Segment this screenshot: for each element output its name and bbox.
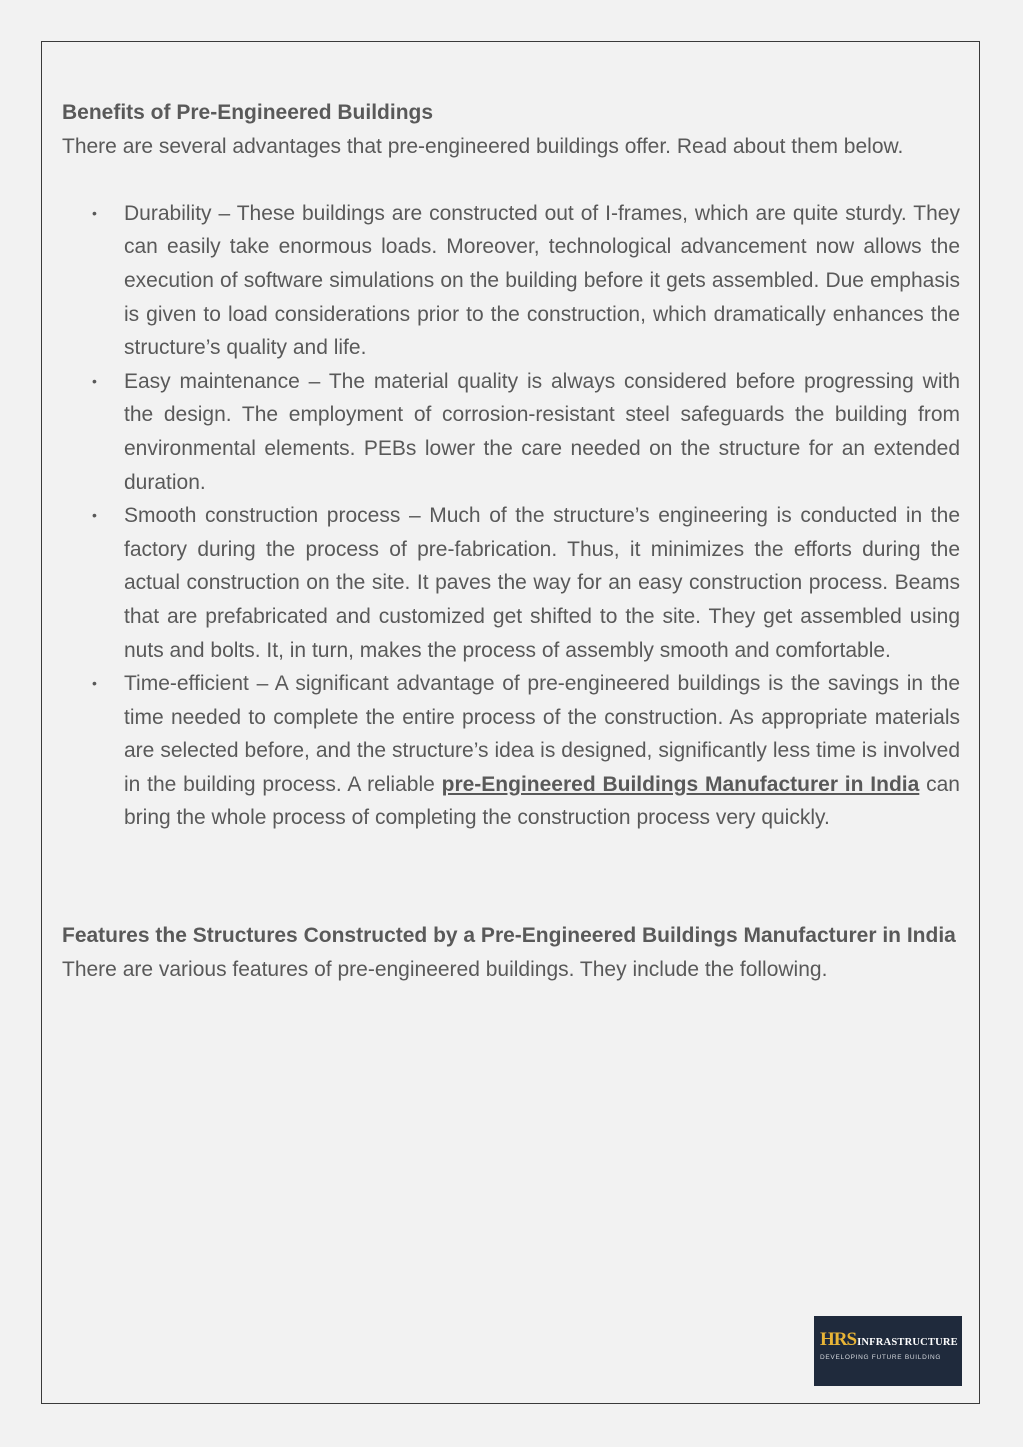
list-item-smooth-construction (62, 499, 960, 667)
document-body (62, 96, 960, 986)
features-intro: There are various features of pre-engineered buildings. They include the following. (62, 957, 828, 981)
features-heading: Features the Structures Constructed by a Pre-Engineered Buildings Manufacturer in India (62, 924, 956, 948)
logo-mark: HRS (820, 1329, 857, 1350)
company-logo (814, 1316, 962, 1386)
list-item-text: Smooth construction process – Much of the structure’s engineering is conducted in the factory during the process of pre-fabrication. Thus, it minimizes the efforts during the actual construction on the site. It paves the way for an easy construction process. Beams that are prefabricated and customized get shifted to the site. They get assembled using nuts and bolts. It, in turn, makes the process of assembly smooth and comfortable. (124, 504, 960, 662)
list-item-text-after-link: can bring the whole process of completing the construction process very quickly. (124, 772, 960, 830)
logo-tagline: DEVELOPING FUTURE BUILDING (820, 1354, 942, 1361)
bullet-icon: • (92, 507, 97, 524)
bullet-icon: • (92, 204, 97, 221)
logo-name: INFRASTRUCTURE (857, 1337, 958, 1348)
features-section (62, 919, 960, 986)
benefits-list (62, 197, 960, 835)
benefits-heading: Benefits of Pre-Engineered Buildings (62, 101, 434, 124)
list-item-easy-maintenance (62, 365, 960, 499)
bullet-icon: • (92, 372, 97, 389)
list-item-text-before-link: Time-efficient – A significant advantage of pre-engineered buildings is the savings in the time needed to complete the entire process of the construction. As appropriate materials are selected before, and the structure’s idea is designed, significantly less time is involved in the building process. A reliable (124, 672, 960, 796)
bullet-icon: • (92, 675, 97, 692)
list-item-text: Durability – These buildings are constructed out of I-frames, which are quite sturdy. They can easily take enormous loads. Moreover, technological advancement now allows the execution of software simulations on the building before it gets assembled. Due emphasis is given to load considerations prior to the construction, which dramatically enhances the structure’s quality and life. (124, 201, 960, 360)
list-item-time-efficient (62, 667, 960, 835)
manufacturer-link[interactable]: pre-Engineered Buildings Manufacturer in India (441, 772, 920, 796)
list-item-text: Easy maintenance – The material quality is always considered before progressing with the design. The employment of corrosion-resistant steel safeguards the building from environmental elements. PEBs lower the care needed on the structure for an extended duration. (124, 369, 960, 494)
benefits-intro: There are several advantages that pre-engineered buildings offer. Read about them below. (62, 134, 904, 158)
list-item-durability (62, 197, 960, 365)
